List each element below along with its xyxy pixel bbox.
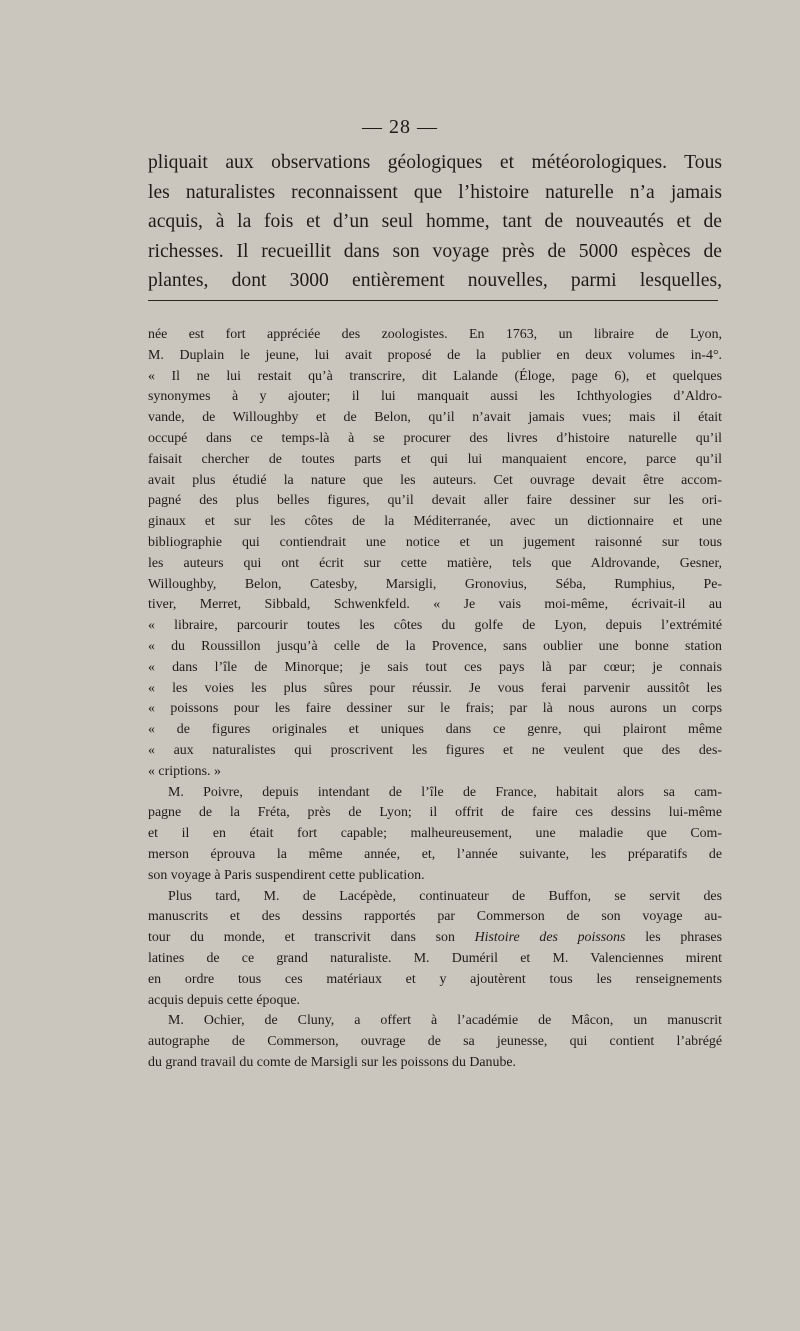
body-line: richesses. Il recueillit dans son voyage près de 5000 espèces de — [148, 240, 722, 262]
footnote-line: « du Roussillon jusqu’à celle de la Provence, sans oublier une bonne station — [148, 638, 722, 654]
footnote-line: faisait chercher de toutes parts et qui lui manquaient encore, parce qu’il — [148, 451, 722, 467]
footnote-line: autographe de Commerson, ouvrage de sa jeunesse, qui contient l’abrégé — [148, 1034, 722, 1050]
footnote-line: « Il ne lui restait qu’à transcrire, dit Lalande (Éloge, page 6), et quelques — [148, 368, 722, 384]
footnote-line: ginaux et sur les côtes de la Méditerranée, avec un dictionnaire et une — [148, 514, 722, 530]
footnote-line: « poissons pour les faire dessiner sur le frais; par là nous aurons un corps — [148, 701, 722, 717]
footnote-text — [148, 325, 722, 1074]
book-title: Histoire des poissons — [474, 930, 626, 946]
footnote-line: bibliographie qui contiendrait une notice et un jugement raisonné sur tous — [148, 534, 722, 550]
footnote-line: M. Ochier, de Cluny, a offert à l’académie de Mâcon, un manuscrit — [168, 1013, 722, 1029]
footnote-line: M. Poivre, depuis intendant de l’île de France, habitait alors sa cam- — [168, 784, 722, 800]
footnote-line: « dans l’île de Minorque; je sais tout ces pays là par cœur; je connais — [148, 659, 722, 675]
body-line: les naturalistes reconnaissent que l’histoire naturelle n’a jamais — [148, 181, 722, 203]
footnote-line-with-title — [148, 928, 722, 949]
footnote-line: pagné des plus belles figures, qu’il devait aller faire dessiner sur les ori- — [148, 493, 722, 509]
footnote-line: « les voies les plus sûres pour réussir. Je vous ferai parvenir aussitôt les — [148, 680, 722, 696]
footnote-line: latines de ce grand naturaliste. M. Duméril et M. Valenciennes mirent — [148, 950, 722, 966]
footnote-separator — [148, 300, 718, 301]
footnote-line-end: les phrases — [645, 930, 722, 946]
body-line: plantes, dont 3000 entièrement nouvelles, parmi lesquelles, — [148, 270, 722, 291]
footnote-line: « libraire, parcourir toutes les côtes du golfe de Lyon, depuis l’extrémité — [148, 618, 722, 634]
footnote-line: son voyage à Paris suspendirent cette publication. — [148, 867, 425, 883]
footnote-line: « aux naturalistes qui proscrivent les figures et ne veulent que des des- — [148, 742, 722, 758]
footnote-line: et il en était fort capable; malheureusement, une maladie que Com- — [148, 826, 722, 842]
footnote-line: manuscrits et des dessins rapportés par Commerson de son voyage au- — [148, 909, 722, 925]
footnote-line: vande, de Willoughby et de Belon, qu’il n’avait jamais vues; mais il était — [148, 410, 722, 426]
body-line: acquis, à la fois et d’un seul homme, tant de nouveautés et de — [148, 211, 722, 232]
footnote-line: Willoughby, Belon, Catesby, Marsigli, Gronovius, Séba, Rumphius, Pe- — [148, 576, 722, 592]
footnote-line: occupé dans ce temps-là à se procurer des livres d’histoire naturelle qu’il — [148, 430, 722, 446]
footnote-line: tiver, Merret, Sibbald, Schwenkfeld. « Je vais moi-même, écrivait-il au — [148, 597, 722, 613]
body-line: pliquait aux observations géologiques et météorologiques. Tous — [148, 152, 722, 173]
footnote-line: synonymes à y ajouter; il lui manquait aussi les Ichthyologies d’Aldro- — [148, 389, 722, 405]
footnote-line: merson éprouva la même année, et, l’année suivante, les préparatifs de — [148, 846, 722, 862]
footnote-line: les auteurs qui ont écrit sur cette matière, tels que Aldrovande, Gesner, — [148, 555, 722, 571]
footnote-line: acquis depuis cette époque. — [148, 992, 300, 1008]
footnote-line: Plus tard, M. de Lacépède, continuateur de Buffon, se servit des — [168, 888, 722, 904]
footnote-line: du grand travail du comte de Marsigli sur les poissons du Danube. — [148, 1054, 517, 1070]
footnote-line: « criptions. » — [148, 763, 221, 779]
page-number: — 28 — — [362, 116, 438, 138]
footnote-line: née est fort appréciée des zoologistes. En 1763, un libraire de Lyon, — [148, 327, 722, 342]
footnote-line: « de figures originales et uniques dans ce genre, qui plairont même — [148, 722, 722, 738]
footnote-line: en ordre tous ces matériaux et y ajoutèrent tous les renseignements — [148, 971, 722, 987]
footnote-line: M. Duplain le jeune, lui avait proposé de la publier en deux volumes in-4°. — [148, 347, 722, 363]
footnote-line-start: tour du monde, et transcrivit dans son — [148, 930, 455, 946]
footnote-line: pagne de la Fréta, près de Lyon; il offrit de faire ces dessins lui-même — [148, 805, 722, 821]
footnote-line: avait plus étudié la nature que les auteurs. Cet ouvrage devait être accom- — [148, 472, 722, 488]
main-body-text — [148, 148, 722, 296]
